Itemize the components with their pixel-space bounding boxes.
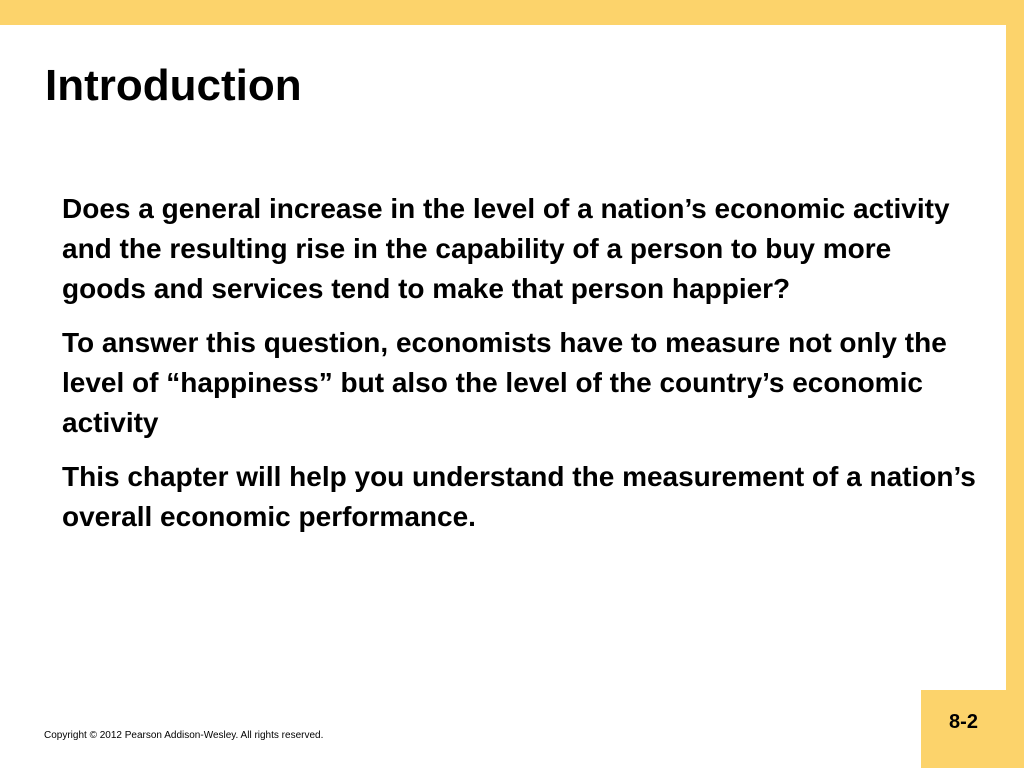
top-accent-bar (0, 0, 1024, 25)
body-paragraph-3: This chapter will help you understand the measurement of a nation’s overall economic performance. (62, 461, 976, 532)
page-number-box (921, 690, 1006, 768)
body-paragraph-1: Does a general increase in the level of a nation’s economic activity and the resulting rise in the capability of a person to buy more goods and services tend to make that person happier? (62, 193, 950, 304)
page-number: 8-2 (949, 711, 978, 733)
slide-title: Introduction (45, 61, 302, 110)
right-accent-bar (1006, 0, 1024, 768)
body-paragraph-2: To answer this question, economists have to measure not only the level of “happiness” but also the level of the country’s economic activity (62, 327, 947, 438)
copyright-notice: Copyright © 2012 Pearson Addison-Wesley. All rights reserved. (44, 730, 324, 741)
slide-body (62, 189, 982, 551)
